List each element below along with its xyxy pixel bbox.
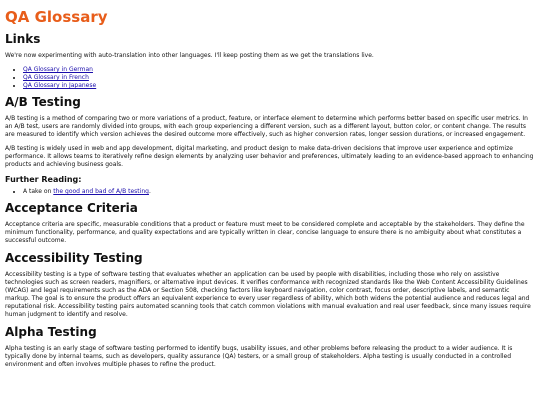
acceptance-criteria-heading: Acceptance Criteria (5, 201, 138, 215)
alpha-testing-paragraph: Alpha testing is an early stage of software testing performed to identify bugs, usability issues, and other problems before releasing the product to a wider audience. It is typically done by internal teams, such as developers, quality assurance (QA) testers, or a small group of stakeholders. Alpha testing is usually conducted in a controlled environment and often involves multiple phases to refine the product. (5, 345, 513, 368)
accessibility-testing-heading: Accessibility Testing (5, 251, 143, 265)
links-intro: We're now experimenting with auto-translation into other languages. I'll keep posting them as we get the translations live. (5, 52, 374, 59)
accessibility-testing-section (5, 251, 535, 319)
further-reading-suffix: . (148, 188, 151, 195)
links-heading: Links (5, 32, 41, 46)
ab-testing-section (5, 95, 535, 196)
link-german[interactable]: QA Glossary in German (23, 66, 93, 73)
further-reading-list (5, 188, 535, 196)
links-section (5, 32, 535, 90)
list-item (23, 188, 535, 196)
further-reading-prefix: A take on (23, 188, 54, 195)
alpha-testing-heading: Alpha Testing (5, 325, 97, 339)
further-reading-heading: Further Reading: (5, 175, 82, 184)
ab-testing-paragraph-2: A/B testing is widely used in web and app development, digital marketing, and product design to make data-driven decisions that improve user experience and optimize performance. It allows teams to iteratively refine design elements by analyzing user behavior and preferences, ultimately leading to an evidence-based approach to enhancing products and achieving business goals. (5, 145, 534, 168)
acceptance-criteria-section (5, 201, 535, 245)
ab-testing-paragraph-1: A/B testing is a method of comparing two or more variations of a product, feature, or interface element to determine which performs better based on specific user metrics. In an A/B test, users are randomly divided into groups, with each group experiencing a different version, such as a different layout, button color, or content change. The results are measured to identify which version achieves the desired outcome more effectively, such as higher conversion rates, longer session durations, or increased engagement. (5, 115, 528, 138)
alpha-testing-section (5, 325, 535, 369)
list-item (23, 66, 535, 74)
link-japanese[interactable]: QA Glossary in Japanese (23, 82, 97, 89)
page-title: QA Glossary (5, 8, 108, 26)
ab-testing-heading: A/B Testing (5, 95, 81, 109)
accessibility-testing-paragraph: Accessibility testing is a type of software testing that evaluates whether an application can be used by people with disabilities, including those who rely on assistive technologies such as screen readers, magnifiers, or alternative input devices. It verifies conformance with recognized standards like the Web Content Accessibility Guidelines (WCAG) and legal requirements such as the ADA or Section 508, checking factors like keyboard navigation, color contrast, focus order, descriptive labels, and semantic markup. The goal is to ensure the product offers an equivalent experience to every user regardless of ability, which both widens the potential audience and reduces legal and reputational risk. Accessibility testing pairs automated scanning tools that catch common violations with manual evaluation and real user feedback, since many issues require human judgment to identify and resolve. (5, 271, 531, 318)
link-french[interactable]: QA Glossary in French (23, 74, 89, 81)
list-item (23, 74, 535, 82)
translation-links-list (5, 66, 535, 90)
ab-testing-article-link[interactable]: the good and bad of A/B testing (53, 188, 149, 195)
acceptance-criteria-paragraph: Acceptance criteria are specific, measurable conditions that a product or feature must meet to be considered complete and acceptable by the stakeholders. They define the minimum functionality, performance, and quality expectations and are typically written in clear, concise language to ensure there is no ambiguity about what constitutes a successful outcome. (5, 221, 525, 244)
list-item (23, 82, 535, 90)
